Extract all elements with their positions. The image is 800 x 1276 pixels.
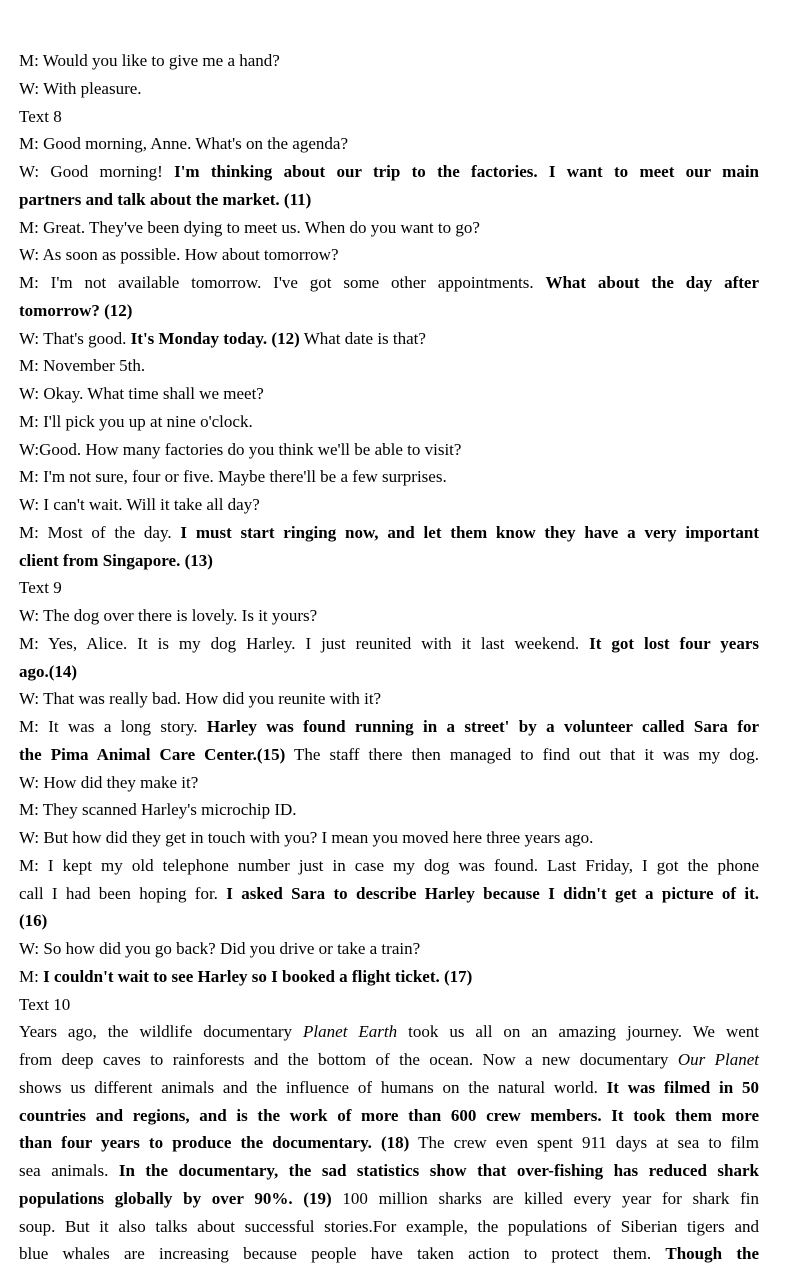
plain-text: M: I'll pick you up at nine o'clock. xyxy=(19,411,253,431)
text-line xyxy=(19,796,759,824)
plain-text: M: I kept my old telephone number just in case my dog was found. Last Friday, I got the phone xyxy=(19,855,759,875)
plain-text: took us all on an amazing journey. We went xyxy=(397,1022,759,1042)
plain-text: 100 million sharks are killed every year for shark fin xyxy=(331,1188,759,1208)
plain-text: Years ago, the wildlife documentary xyxy=(19,1022,304,1042)
plain-text: M: Yes, Alice. It is my dog Harley. I just reunited with it last weekend. xyxy=(19,633,590,653)
text-line xyxy=(19,658,759,686)
bold-text: I couldn't wait to see Harley so I booked a flight ticket. (17) xyxy=(43,966,473,986)
text-line xyxy=(19,1213,759,1241)
text-line xyxy=(19,186,759,214)
text-line xyxy=(19,47,759,75)
text-line xyxy=(19,491,759,519)
plain-text: W: As soon as possible. How about tomorrow? xyxy=(19,245,339,265)
text-line xyxy=(19,1129,759,1157)
bold-text: It's Monday today. (12) xyxy=(130,328,300,348)
bold-text: partners and talk about the market. (11) xyxy=(19,189,312,209)
text-line xyxy=(19,436,759,464)
text-line xyxy=(19,685,759,713)
text-line xyxy=(19,297,759,325)
plain-text: W: Okay. What time shall we meet? xyxy=(19,384,264,403)
plain-text: W:Good. How many factories do you think we'll be able to visit? xyxy=(19,439,462,459)
plain-text: Text 10 xyxy=(19,994,71,1014)
plain-text: M: xyxy=(19,966,44,986)
plain-text: W: I can't wait. Will it take all day? xyxy=(19,495,260,514)
text-line xyxy=(19,741,759,769)
plain-text: W: Good morning! xyxy=(19,162,175,181)
text-line xyxy=(19,408,759,436)
text-line xyxy=(19,963,759,991)
text-line xyxy=(19,574,759,602)
text-line xyxy=(19,1240,759,1268)
plain-text: W: That's good. xyxy=(19,328,131,348)
plain-text: W: But how did they get in touch with you? I mean you moved here three years ago. xyxy=(19,828,594,847)
bold-text: What about the day after xyxy=(545,273,759,292)
plain-text: The staff there then managed to find out that it was my dog. xyxy=(285,744,759,764)
plain-text: Text 8 xyxy=(19,106,62,126)
text-line xyxy=(19,991,759,1019)
text-line xyxy=(19,935,759,963)
text-line xyxy=(19,1185,759,1213)
bold-text: Though the xyxy=(665,1244,759,1264)
bold-text: ago.(14) xyxy=(19,661,78,681)
plain-text: blue whales are increasing because people have taken action to protect them. xyxy=(19,1244,666,1264)
text-line xyxy=(19,713,759,741)
text-line xyxy=(19,214,759,242)
plain-text: W: How did they make it? xyxy=(19,772,199,792)
plain-text: Text 9 xyxy=(19,578,62,598)
bold-text: tomorrow? (12) xyxy=(19,300,133,320)
text-line xyxy=(19,630,759,658)
text-line xyxy=(19,269,759,297)
italic-title: Our Planet xyxy=(677,1050,759,1069)
bold-text: the Pima Animal Care Center.(15) xyxy=(19,744,286,764)
bold-text: It got lost four years xyxy=(589,633,759,653)
bold-text: than four years to produce the documentary. (18) xyxy=(19,1133,410,1153)
plain-text: M: I'm not available tomorrow. I've got some other appointments. xyxy=(19,273,546,292)
bold-text: I must start ringing now, and let them know they have a very important xyxy=(180,522,760,542)
text-line xyxy=(19,852,759,880)
text-line xyxy=(19,241,759,269)
text-line xyxy=(19,158,759,186)
plain-text: The crew even spent 911 days at sea to film xyxy=(409,1133,759,1153)
text-line xyxy=(19,75,759,103)
text-line xyxy=(19,824,759,852)
plain-text: M: Great. They've been dying to meet us. When do you want to go? xyxy=(19,217,480,237)
plain-text: M: November 5th. xyxy=(19,356,146,376)
bold-text: I'm thinking about our trip to the factories. I want to meet our main xyxy=(174,162,759,181)
plain-text: M: Good morning, Anne. What's on the agenda? xyxy=(19,134,348,154)
plain-text: call I had been hoping for. xyxy=(19,883,227,903)
plain-text: sea animals. xyxy=(19,1161,119,1180)
bold-text: (16) xyxy=(19,911,48,931)
plain-text: M: It was a long story. xyxy=(19,717,207,736)
plain-text: M: Most of the day. xyxy=(19,522,181,542)
bold-text: countries and regions, and is the work of more than 600 crew members. It took them more xyxy=(19,1105,759,1125)
plain-text: W: The dog over there is lovely. Is it yours? xyxy=(19,606,318,625)
text-line xyxy=(19,880,759,908)
text-line xyxy=(19,1018,759,1046)
bold-text: client from Singapore. (13) xyxy=(19,550,213,570)
text-line xyxy=(19,380,759,408)
plain-text: soup. But it also talks about successful stories.For example, the populations of Siberian tigers and xyxy=(19,1216,759,1236)
text-line xyxy=(19,519,759,547)
bold-text: In the documentary, the sad statistics show that over-fishing has reduced shark xyxy=(118,1161,759,1180)
bold-text: I asked Sara to describe Harley because I didn't get a picture of it. xyxy=(226,883,759,903)
text-line xyxy=(19,325,759,353)
text-line xyxy=(19,1046,759,1074)
plain-text: M: I'm not sure, four or five. Maybe there'll be a few surprises. xyxy=(19,467,447,487)
plain-text: M: Would you like to give me a hand? xyxy=(19,51,280,70)
bold-text: Harley was found running in a street' by a volunteer called Sara for xyxy=(206,717,759,736)
plain-text: W: With pleasure. xyxy=(19,78,142,98)
text-line xyxy=(19,130,759,158)
text-line xyxy=(19,1102,759,1130)
text-line xyxy=(19,547,759,575)
text-line xyxy=(19,463,759,491)
plain-text: W: So how did you go back? Did you drive or take a train? xyxy=(19,939,421,958)
plain-text: M: They scanned Harley's microchip ID. xyxy=(19,800,297,820)
plain-text: W: That was really bad. How did you reunite with it? xyxy=(19,689,382,709)
italic-title: Planet Earth xyxy=(303,1022,398,1042)
plain-text: shows us different animals and the influence of humans on the natural world. xyxy=(19,1077,607,1097)
text-line xyxy=(19,1074,759,1102)
text-line xyxy=(19,103,759,131)
text-line xyxy=(19,602,759,630)
bold-text: It was filmed in 50 xyxy=(606,1077,759,1097)
text-line xyxy=(19,769,759,797)
text-line xyxy=(19,1157,759,1185)
bold-text: populations globally by over 90%. (19) xyxy=(19,1188,332,1208)
plain-text: What date is that? xyxy=(299,328,426,348)
text-line xyxy=(19,352,759,380)
text-line xyxy=(19,907,759,935)
plain-text: from deep caves to rainforests and the bottom of the ocean. Now a new documentary xyxy=(19,1050,678,1069)
